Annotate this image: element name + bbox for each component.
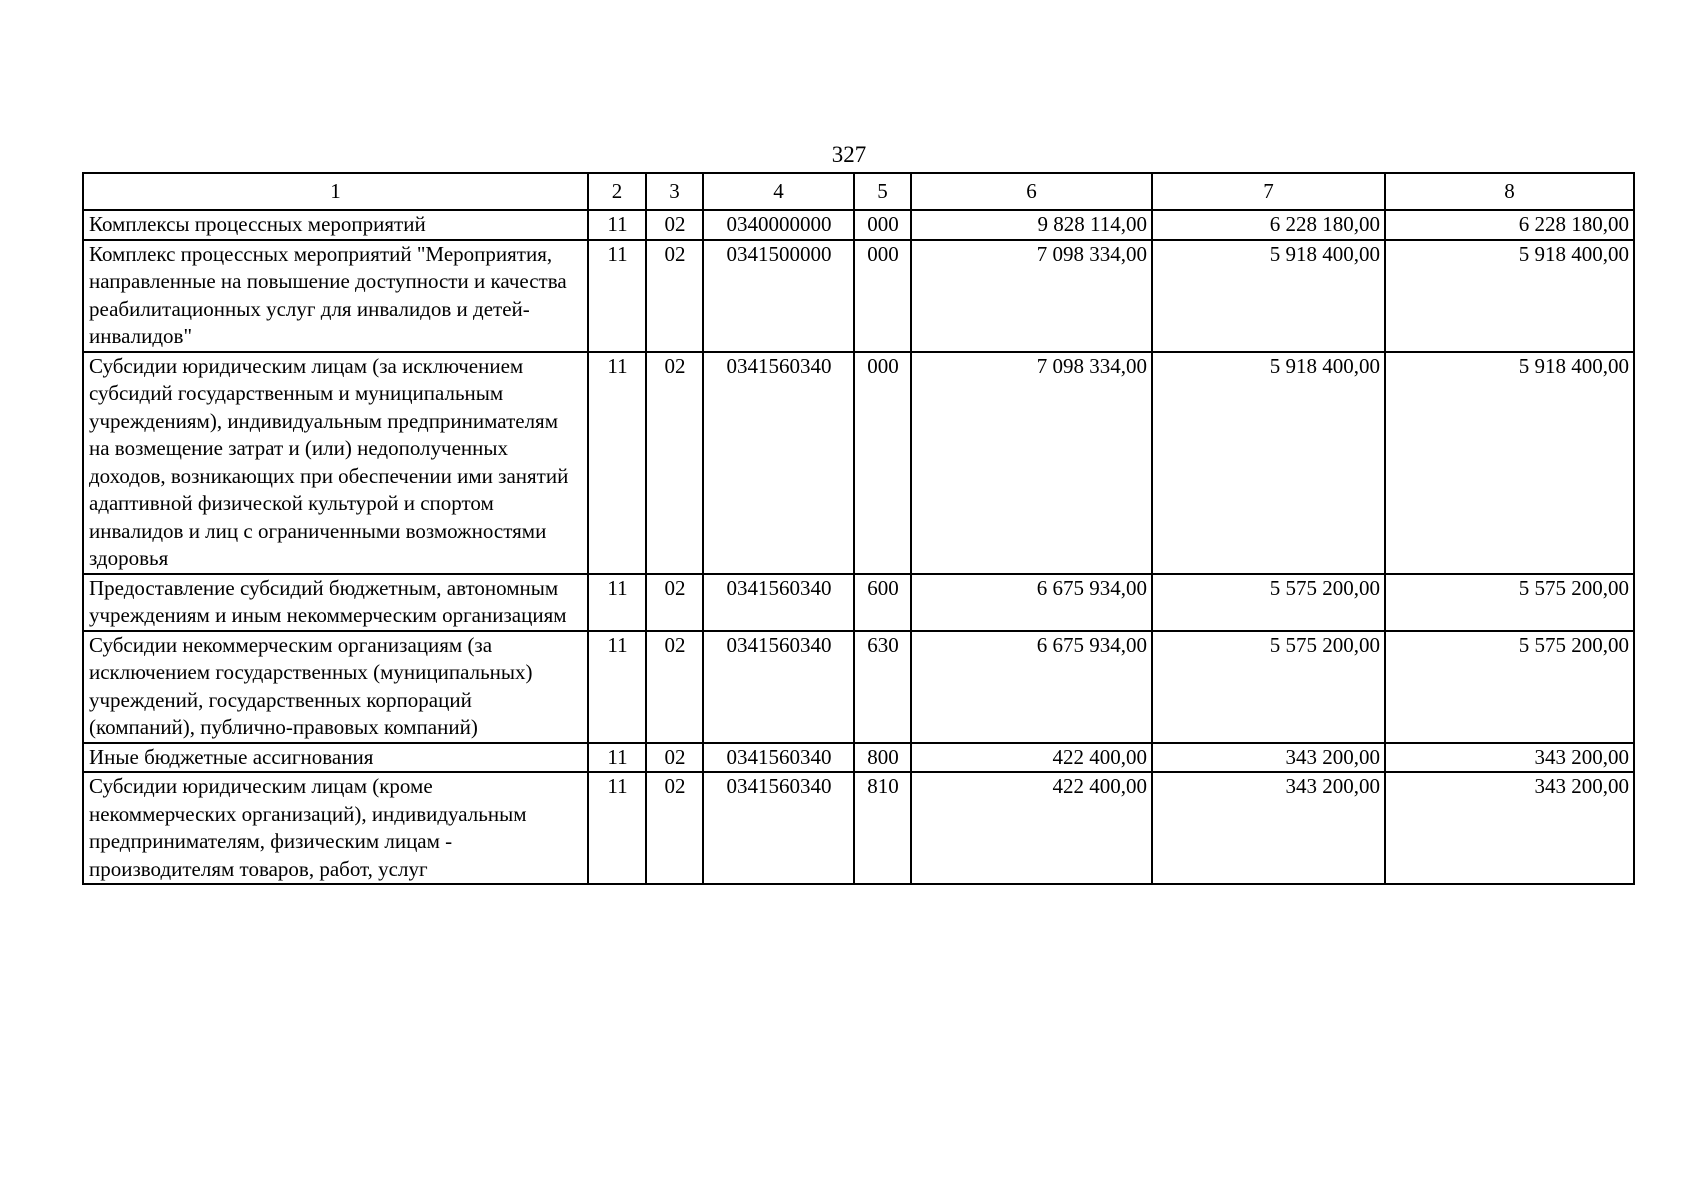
target-article-code: 0341500000 <box>703 240 854 352</box>
table-row <box>83 210 1634 240</box>
amount-col8: 343 200,00 <box>1385 743 1634 773</box>
amount-col6: 7 098 334,00 <box>911 240 1152 352</box>
column-header: 3 <box>646 173 703 210</box>
amount-col7: 5 575 200,00 <box>1152 574 1385 631</box>
expense-type-code: 800 <box>854 743 911 773</box>
column-header: 6 <box>911 173 1152 210</box>
amount-col8: 5 918 400,00 <box>1385 352 1634 574</box>
amount-col7: 5 918 400,00 <box>1152 352 1385 574</box>
expense-type-code: 810 <box>854 772 911 884</box>
subsection-code: 02 <box>646 743 703 773</box>
column-header: 8 <box>1385 173 1634 210</box>
header-row <box>83 173 1634 210</box>
amount-col7: 343 200,00 <box>1152 743 1385 773</box>
amount-col7: 343 200,00 <box>1152 772 1385 884</box>
target-article-code: 0340000000 <box>703 210 854 240</box>
row-name: Субсидии некоммерческим организациям (за исключением государственных (муниципальных) учреждений, государственных корпораций (компаний), публично-правовых компаний) <box>83 631 588 743</box>
target-article-code: 0341560340 <box>703 631 854 743</box>
section-code: 11 <box>588 352 646 574</box>
page-number: 327 <box>831 142 867 167</box>
row-name: Комплекс процессных мероприятий "Мероприятия, направленные на повышение доступности и качества реабилитационных услуг для инвалидов и детей-инвалидов" <box>83 240 588 352</box>
subsection-code: 02 <box>646 772 703 884</box>
column-header: 4 <box>703 173 854 210</box>
column-header: 7 <box>1152 173 1385 210</box>
section-code: 11 <box>588 240 646 352</box>
amount-col8: 343 200,00 <box>1385 772 1634 884</box>
section-code: 11 <box>588 210 646 240</box>
subsection-code: 02 <box>646 240 703 352</box>
table-row <box>83 352 1634 574</box>
section-code: 11 <box>588 772 646 884</box>
row-name: Комплексы процессных мероприятий <box>83 210 588 240</box>
expense-type-code: 000 <box>854 240 911 352</box>
amount-col7: 5 575 200,00 <box>1152 631 1385 743</box>
section-code: 11 <box>588 574 646 631</box>
table-row <box>83 240 1634 352</box>
row-name: Иные бюджетные ассигнования <box>83 743 588 773</box>
column-header: 5 <box>854 173 911 210</box>
amount-col6: 6 675 934,00 <box>911 574 1152 631</box>
target-article-code: 0341560340 <box>703 772 854 884</box>
column-header: 2 <box>588 173 646 210</box>
amount-col8: 5 575 200,00 <box>1385 574 1634 631</box>
row-name: Субсидии юридическим лицам (за исключением субсидий государственным и муниципальным учреждениям), индивидуальным предпринимателям на возмещение затрат и (или) недополученных доходов, возникающих при обеспечении ими занятий адаптивной физической культурой и спортом инвалидов и лиц с ограниченными возможностями здоровья <box>83 352 588 574</box>
subsection-code: 02 <box>646 631 703 743</box>
subsection-code: 02 <box>646 574 703 631</box>
column-header: 1 <box>83 173 588 210</box>
section-code: 11 <box>588 631 646 743</box>
subsection-code: 02 <box>646 352 703 574</box>
amount-col6: 6 675 934,00 <box>911 631 1152 743</box>
table-row <box>83 772 1634 884</box>
amount-col6: 7 098 334,00 <box>911 352 1152 574</box>
target-article-code: 0341560340 <box>703 352 854 574</box>
table-row <box>83 631 1634 743</box>
expense-type-code: 000 <box>854 352 911 574</box>
target-article-code: 0341560340 <box>703 574 854 631</box>
row-name: Предоставление субсидий бюджетным, автономным учреждениям и иным некоммерческим организациям <box>83 574 588 631</box>
section-code: 11 <box>588 743 646 773</box>
expense-type-code: 000 <box>854 210 911 240</box>
amount-col6: 422 400,00 <box>911 743 1152 773</box>
amount-col6: 422 400,00 <box>911 772 1152 884</box>
subsection-code: 02 <box>646 210 703 240</box>
amount-col8: 6 228 180,00 <box>1385 210 1634 240</box>
row-name: Субсидии юридическим лицам (кроме некоммерческих организаций), индивидуальным предпринимателям, физическим лицам - производителям товаров, работ, услуг <box>83 772 588 884</box>
table-row <box>83 743 1634 773</box>
expense-type-code: 630 <box>854 631 911 743</box>
amount-col6: 9 828 114,00 <box>911 210 1152 240</box>
budget-table <box>82 172 1635 885</box>
amount-col8: 5 575 200,00 <box>1385 631 1634 743</box>
amount-col7: 5 918 400,00 <box>1152 240 1385 352</box>
target-article-code: 0341560340 <box>703 743 854 773</box>
table-row <box>83 574 1634 631</box>
expense-type-code: 600 <box>854 574 911 631</box>
amount-col7: 6 228 180,00 <box>1152 210 1385 240</box>
amount-col8: 5 918 400,00 <box>1385 240 1634 352</box>
